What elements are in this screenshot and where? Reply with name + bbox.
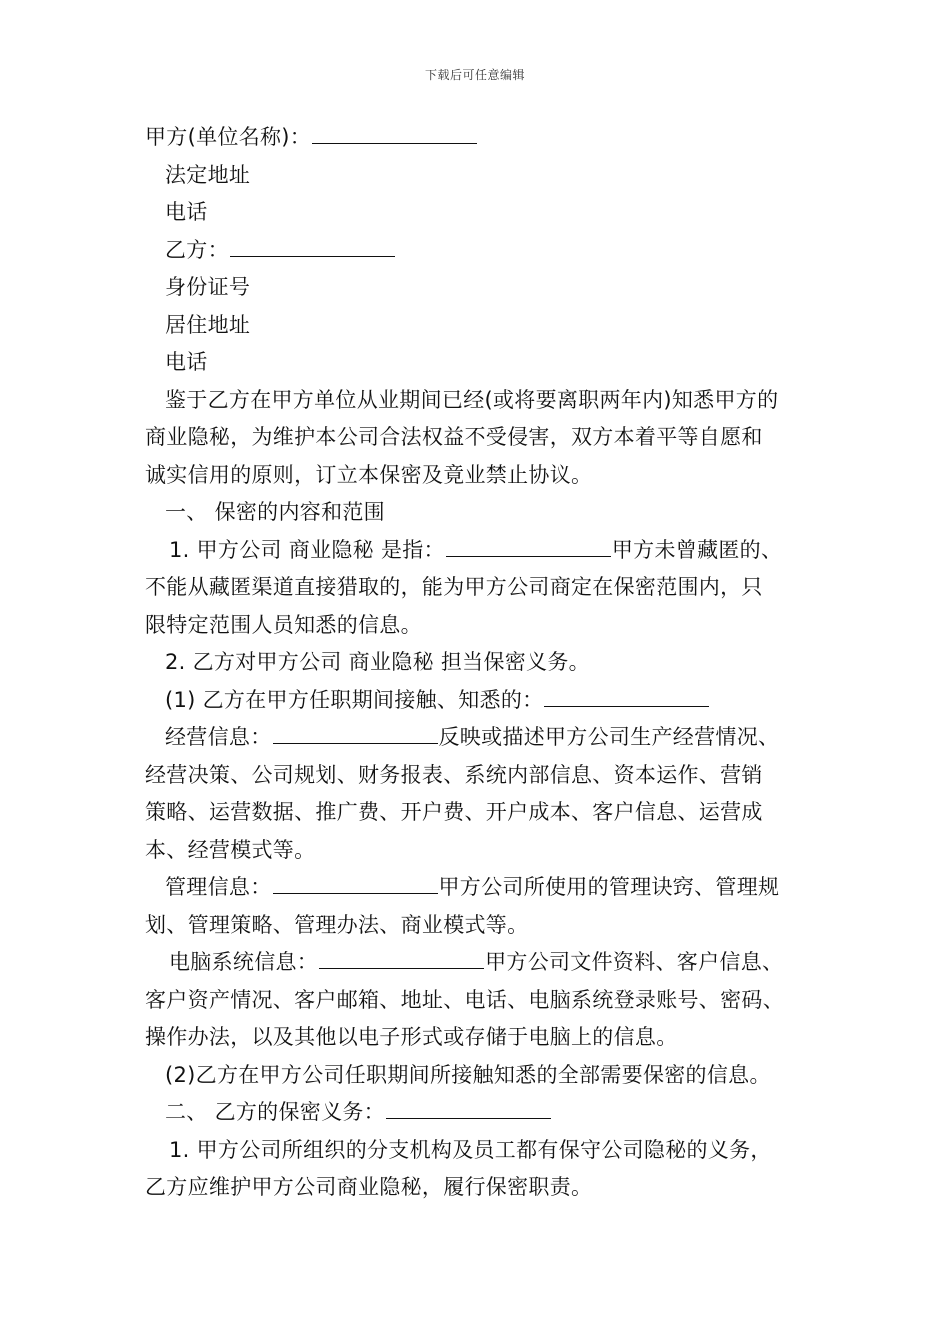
management-info-line-2: 划、管理策略、管理办法、商业模式等。: [145, 912, 529, 937]
management-info-label: 管理信息：: [165, 875, 272, 899]
business-info-line-2: 经营决策、公司规划、财务报表、系统内部信息、资本运作、营销: [145, 762, 763, 787]
management-info-continuation: 甲方公司所使用的管理诀窍、管理规: [438, 875, 780, 899]
business-info-line-4: 本、经营模式等。: [145, 837, 316, 862]
computer-info-line-1: [145, 944, 820, 982]
party-b-id-label: 身份证号: [165, 275, 251, 299]
business-info-label: 经营信息：: [165, 725, 272, 749]
preamble-line-1: 鉴于乙方在甲方单位从业期间已经(或将要离职两年内)知悉甲方的: [165, 387, 779, 412]
section-1-heading: 一、 保密的内容和范围: [165, 500, 385, 524]
business-info-line-3: 策略、运营数据、推广费、开户费、开户成本、客户信息、运营成: [145, 800, 763, 824]
party-b-address-label: 居住地址: [165, 312, 251, 337]
section-2-blank[interactable]: [386, 1099, 551, 1119]
clause-1-2-1-blank[interactable]: [544, 687, 709, 707]
party-a-name-blank[interactable]: [312, 124, 477, 144]
party-b-phone-label: 电话: [165, 350, 208, 374]
computer-info-blank[interactable]: [319, 949, 484, 969]
clause-1-1-line-3: 限特定范围人员知悉的信息。: [145, 612, 422, 637]
management-info-blank[interactable]: [273, 874, 438, 894]
business-info-line-1: [145, 719, 820, 757]
computer-info-line-3: 操作办法，以及其他以电子形式或存储于电脑上的信息。: [145, 1025, 678, 1049]
computer-info-continuation: 甲方公司文件资料、客户信息、: [485, 950, 784, 974]
section-2-heading-line: [145, 1094, 820, 1132]
header-note: 下载后可任意编辑: [424, 68, 525, 82]
clause-1-2-2: (2)乙方在甲方公司任职期间所接触知悉的全部需要保密的信息。: [165, 1062, 771, 1087]
computer-info-line-2: 客户资产情况、客户邮箱、地址、电话、电脑系统登录账号、密码、: [145, 987, 784, 1012]
preamble-line-2: 商业隐秘，为维护本公司合法权益不受侵害，双方本着平等自愿和: [145, 425, 763, 449]
party-a-name-label: 甲方(单位名称)：: [145, 125, 312, 149]
preamble-line-3: 诚实信用的原则，订立本保密及竟业禁止协议。: [145, 462, 593, 487]
party-a-name-line: [145, 119, 820, 157]
clause-2-1-line-1: 1. 甲方公司所组织的分支机构及员工都有保守公司隐秘的义务，: [169, 1137, 772, 1162]
party-b-label: 乙方：: [165, 237, 229, 262]
business-info-blank[interactable]: [273, 724, 438, 744]
section-2-heading: 二、 乙方的保密义务：: [165, 1100, 385, 1124]
document-body: [145, 119, 820, 1207]
clause-1-1-continuation: 甲方未曾藏匿的、: [611, 537, 783, 562]
clause-1-1-line-1: [145, 532, 820, 570]
clause-1-1-label: 1. 甲方公司 商业隐秘 是指：: [169, 537, 445, 562]
clause-1-1-blank[interactable]: [446, 537, 611, 557]
party-b-line: [145, 232, 820, 270]
party-a-phone-label: 电话: [165, 200, 208, 224]
clause-1-2-1-label: (1) 乙方在甲方任职期间接触、知悉的：: [165, 687, 544, 712]
clause-2-1-line-2: 乙方应维护甲方公司商业隐秘，履行保密职责。: [145, 1175, 593, 1199]
clause-1-2-1-line: [145, 682, 820, 720]
clause-1-2: 2. 乙方对甲方公司 商业隐秘 担当保密义务。: [165, 650, 590, 674]
management-info-line-1: [145, 869, 820, 907]
clause-1-1-line-2: 不能从藏匿渠道直接猎取的，能为甲方公司商定在保密范围内，只: [145, 575, 763, 599]
computer-info-label: 电脑系统信息：: [169, 950, 319, 974]
party-b-blank[interactable]: [230, 237, 395, 257]
party-a-address-label: 法定地址: [165, 162, 251, 187]
business-info-continuation: 反映或描述甲方公司生产经营情况、: [438, 725, 780, 749]
